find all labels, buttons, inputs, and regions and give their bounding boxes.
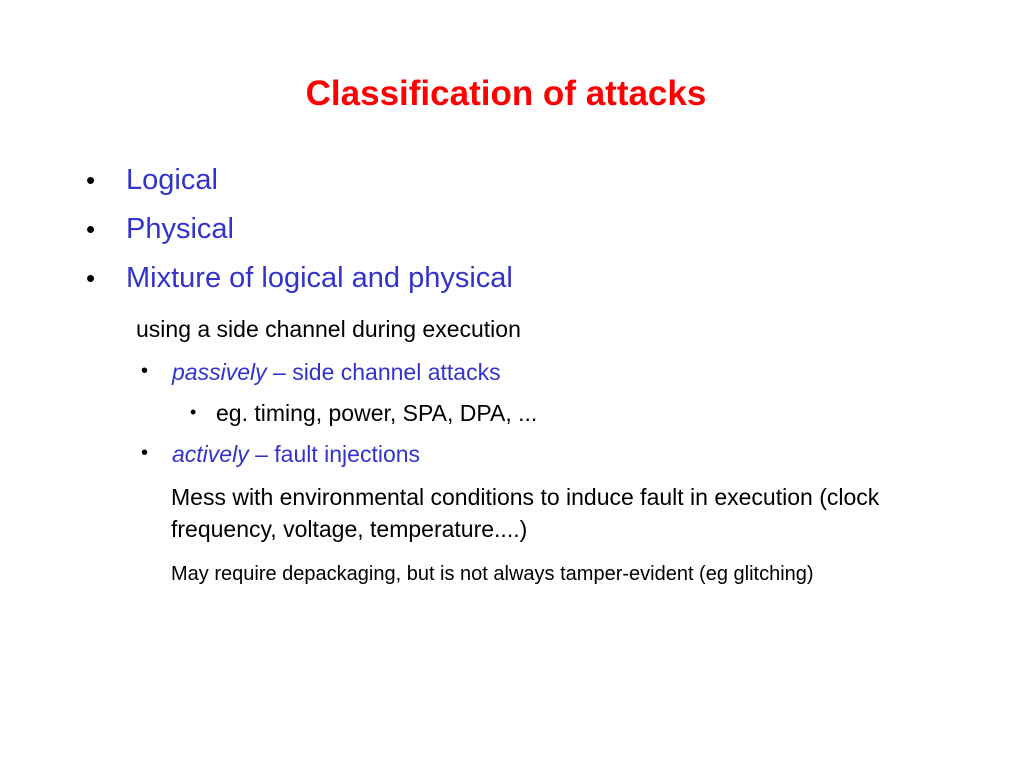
bullet-rest: fault injections xyxy=(274,441,421,467)
bullet-label: eg. timing, power, SPA, DPA, ... xyxy=(216,400,538,426)
bullet-label: Mixture of logical and physical xyxy=(126,262,513,294)
dash-separator: – xyxy=(248,441,275,467)
bullet-label: Logical xyxy=(126,164,218,196)
dash-separator: – xyxy=(266,359,293,385)
emphasis-actively: actively xyxy=(172,441,249,467)
emphasis-passively: passively xyxy=(172,359,267,385)
slide-title: Classification of attacks xyxy=(305,74,707,113)
paragraph-environmental: Mess with environmental conditions to induce fault in execution (clock frequency, voltage, temperature....) xyxy=(171,484,880,542)
bullet-rest: side channel attacks xyxy=(292,359,501,385)
side-channel-intro: using a side channel during execution xyxy=(136,316,521,342)
bullet-dot: • xyxy=(86,214,96,244)
bullet-text xyxy=(172,357,501,387)
bullet-dot: • xyxy=(141,360,149,382)
bullet-dot: • xyxy=(141,442,149,464)
bullet-dot: • xyxy=(86,263,96,293)
bullet-label: Physical xyxy=(126,213,234,245)
paragraph-depackaging: May require depackaging, but is not always tamper-evident (eg glitching) xyxy=(171,563,814,585)
bullet-dot: • xyxy=(190,402,197,422)
bullet-text xyxy=(172,439,420,469)
bullet-dot: • xyxy=(86,165,96,195)
